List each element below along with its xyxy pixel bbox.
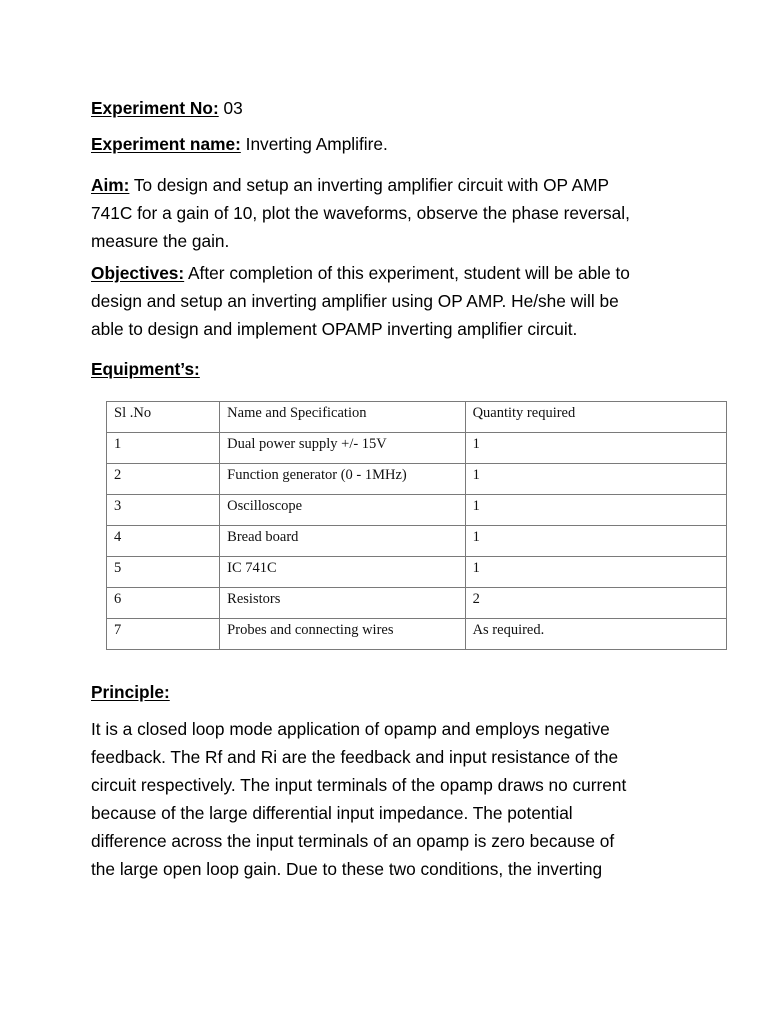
principle-body	[91, 715, 691, 883]
aim-line: measure the gain.	[91, 231, 230, 251]
table-cell: 6	[107, 588, 220, 619]
header-cell-quantity: Quantity required	[465, 402, 726, 433]
table-cell: 1	[465, 464, 726, 495]
table-row	[107, 619, 727, 650]
table-cell: Resistors	[220, 588, 465, 619]
equipments-heading	[91, 355, 691, 383]
objectives-section	[91, 259, 691, 343]
table-cell: 2	[107, 464, 220, 495]
table-cell: 1	[465, 433, 726, 464]
table-row	[107, 433, 727, 464]
table-cell: IC 741C	[220, 557, 465, 588]
table-cell: 3	[107, 495, 220, 526]
table-row	[107, 526, 727, 557]
objectives-line	[91, 259, 691, 287]
aim-line: 741C for a gain of 10, plot the waveforms, observe the phase reversal,	[91, 203, 630, 223]
principle-line: the large open loop gain. Due to these two conditions, the inverting	[91, 859, 603, 879]
experiment-name-value: Inverting Amplifire.	[245, 134, 388, 154]
table-cell: 1	[465, 495, 726, 526]
header-cell-sl-no: Sl .No	[107, 402, 220, 433]
table-cell: 2	[465, 588, 726, 619]
table-cell: Oscilloscope	[220, 495, 465, 526]
table-cell: 1	[465, 557, 726, 588]
principle-heading	[91, 678, 691, 706]
experiment-name-label: Experiment name:	[91, 134, 241, 154]
objectives-text: After completion of this experiment, student will be able to	[188, 263, 630, 283]
principle-line: It is a closed loop mode application of opamp and employs negative	[91, 719, 610, 739]
objectives-line: able to design and implement OPAMP inverting amplifier circuit.	[91, 319, 578, 339]
table-header-row	[107, 402, 727, 433]
table-cell: As required.	[465, 619, 726, 650]
principle-label: Principle:	[91, 682, 170, 702]
table-cell: Dual power supply +/- 15V	[220, 433, 465, 464]
table-row	[107, 588, 727, 619]
experiment-number	[91, 94, 691, 122]
aim-line	[91, 171, 691, 199]
table-cell: Function generator (0 - 1MHz)	[220, 464, 465, 495]
aim-text: To design and setup an inverting amplifier circuit with OP AMP	[133, 175, 610, 195]
table-cell: 7	[107, 619, 220, 650]
experiment-name	[91, 130, 691, 158]
header-cell-name: Name and Specification	[220, 402, 465, 433]
table-cell: Bread board	[220, 526, 465, 557]
table-row	[107, 464, 727, 495]
table-row	[107, 495, 727, 526]
principle-line: difference across the input terminals of an opamp is zero because of	[91, 831, 615, 851]
principle-line: feedback. The Rf and Ri are the feedback and input resistance of the	[91, 747, 619, 767]
equipments-label: Equipment’s:	[91, 359, 200, 379]
principle-line: because of the large differential input impedance. The potential	[91, 803, 573, 823]
experiment-number-label: Experiment No:	[91, 98, 219, 118]
principle-line: circuit respectively. The input terminals of the opamp draws no current	[91, 775, 627, 795]
experiment-number-value: 03	[223, 98, 243, 118]
table-cell: Probes and connecting wires	[220, 619, 465, 650]
aim-label: Aim:	[91, 175, 130, 195]
objectives-line: design and setup an inverting amplifier using OP AMP. He/she will be	[91, 291, 619, 311]
objectives-label: Objectives:	[91, 263, 185, 283]
table-row	[107, 557, 727, 588]
aim-section	[91, 171, 691, 255]
table-cell: 1	[107, 433, 220, 464]
equipment-table	[106, 401, 727, 650]
table-cell: 5	[107, 557, 220, 588]
table-cell: 1	[465, 526, 726, 557]
table-cell: 4	[107, 526, 220, 557]
